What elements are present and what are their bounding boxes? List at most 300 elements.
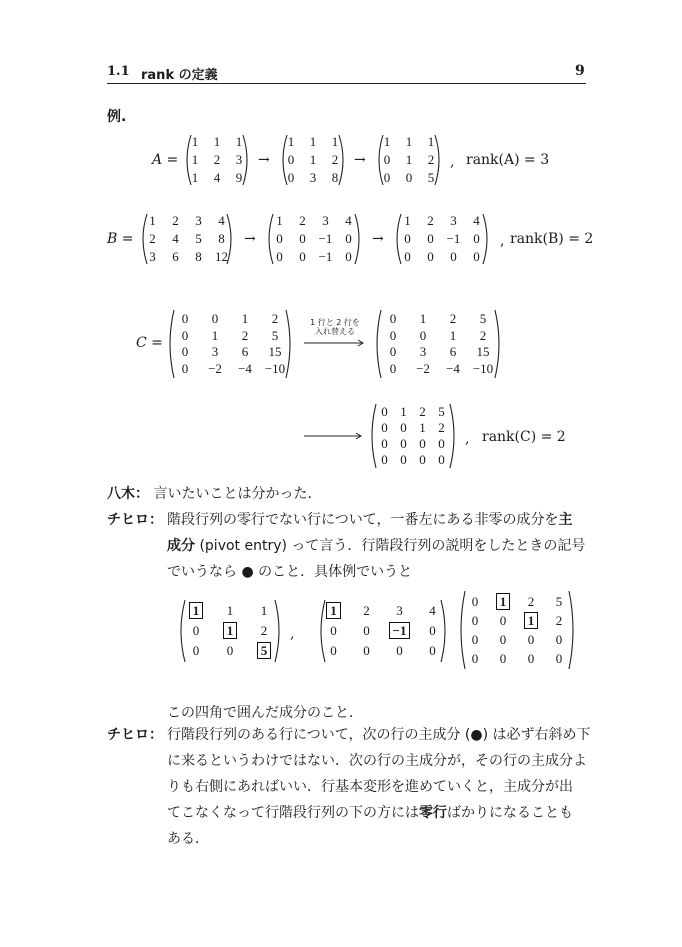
matrix-cell [355, 643, 379, 659]
cell-value: 0 [471, 593, 479, 609]
matrix-cell [441, 361, 465, 377]
cell-value: 0 [438, 452, 445, 467]
speaker-yagi: 八木： [107, 486, 149, 502]
cell-value: 0 [555, 631, 563, 647]
matrix-cell [323, 134, 347, 150]
cell-value: 0 [404, 249, 411, 264]
matrix-cell [375, 134, 399, 150]
cell-value: 1 [419, 420, 426, 435]
cell-value: 3 [450, 213, 457, 228]
text-line: 行階段行列のある行について，次の行の主成分 (●) は必ず右斜め下 [167, 727, 591, 743]
cell-value: 0 [427, 231, 434, 246]
cell-value: 2 [438, 420, 445, 435]
matrix-cell [187, 231, 211, 247]
matrix-cell [337, 249, 361, 265]
cell-value: 0 [389, 360, 397, 376]
matrix-cell [337, 231, 361, 247]
matrix-cell [263, 311, 287, 327]
matrix-B1 [138, 213, 236, 265]
matrix-cell [205, 152, 229, 168]
pivot-entry: 1 [326, 602, 341, 619]
matrix-cell [419, 249, 443, 265]
matrix-cell [430, 436, 454, 452]
matrix-cell [322, 603, 346, 619]
swap-arrow [304, 318, 366, 347]
cell-value: 1 [213, 134, 221, 149]
matrix-cell [314, 231, 338, 247]
cell-value: 2 [363, 603, 370, 618]
cell-value: 0 [419, 327, 427, 343]
matrix-cell [203, 328, 227, 344]
cell-value: 0 [499, 650, 507, 666]
matrix-cell [519, 613, 543, 629]
eqB-rank: rank(B) = 2 [510, 231, 594, 247]
long-arrow-icon [304, 432, 364, 440]
dialogue-chihiro-2 [167, 722, 591, 852]
cell-value: 0 [287, 170, 295, 185]
text-line: でいうなら ● のこと．具体例でいうと [167, 564, 413, 580]
speaker-chihiro: チヒロ： [107, 512, 163, 528]
cell-value: 1 [383, 134, 391, 149]
cell-value: 3 [149, 249, 156, 264]
pivot-entry: 1 [524, 612, 539, 629]
header-rule [107, 83, 586, 84]
cell-value: 1 [331, 134, 339, 149]
matrix-cell [301, 170, 325, 186]
cell-value: 1 [191, 170, 199, 185]
cell-value: −10 [472, 360, 494, 376]
matrix-cell [268, 249, 292, 265]
matrix-cell [183, 152, 207, 168]
cell-value: 1 [260, 603, 268, 618]
matrix-cell [421, 623, 445, 639]
cell-value: 0 [181, 311, 189, 327]
cell-value: 1 [226, 603, 234, 618]
matrix-cell [184, 623, 208, 639]
cell-value: 4 [218, 213, 225, 228]
cell-value: 0 [419, 436, 426, 451]
cell-value: 8 [331, 170, 339, 185]
cell-value: 0 [400, 452, 407, 467]
cell-value: 1 [419, 311, 427, 327]
cell-value: 0 [383, 170, 391, 185]
matrix-cell [547, 613, 571, 629]
matrix-cell [233, 311, 257, 327]
matrix-cell [268, 231, 292, 247]
matrix-cell [218, 623, 242, 639]
cell-value: 0 [471, 612, 479, 628]
matrix-cell [263, 344, 287, 360]
eqC-sep: , [465, 431, 470, 447]
cell-value: 0 [330, 623, 337, 638]
cell-value: 2 [427, 213, 434, 228]
matrix-cell [471, 328, 495, 344]
term-zero-row: 零行 [419, 805, 447, 821]
matrix-cell [491, 632, 515, 648]
matrix-cell [173, 361, 197, 377]
cell-value: 0 [181, 344, 189, 360]
matrix-cell [397, 134, 421, 150]
cell-value: 0 [299, 249, 306, 264]
cell-value: 1 [235, 134, 243, 149]
matrix-cell [397, 152, 421, 168]
matrix-cell [441, 311, 465, 327]
matrix-cell [268, 213, 292, 229]
matrix-cell [463, 632, 487, 648]
pivot-entry: 1 [189, 602, 204, 619]
cell-value: 0 [181, 327, 189, 343]
swap-label-1: 1 行と 2 行を [310, 318, 360, 327]
cell-value: 1 [211, 327, 219, 343]
cell-value: 0 [499, 612, 507, 628]
cell-value: 1 [427, 134, 435, 149]
arrow-B2: → [372, 231, 384, 247]
cell-value: 5 [479, 311, 487, 327]
matrix-cell [252, 623, 276, 639]
text-line: てこなくなって行階段行列の下の方には [167, 805, 419, 821]
matrix-cell [388, 603, 412, 619]
cell-value: 0 [211, 311, 219, 327]
matrix-cell [430, 404, 454, 420]
cell-value: 0 [429, 623, 436, 638]
cell-value: 2 [299, 213, 306, 228]
matrix-cell [396, 249, 420, 265]
matrix-cell [314, 249, 338, 265]
cell-value: 2 [213, 152, 221, 167]
cell-value: 1 [309, 134, 317, 149]
matrix-cell [381, 311, 405, 327]
cell-value: 0 [473, 231, 480, 246]
cell-value: 0 [473, 249, 480, 264]
matrix-cell [463, 613, 487, 629]
cell-value: −2 [208, 360, 222, 376]
matrix-cell [291, 213, 315, 229]
matrix-cell [210, 249, 234, 265]
matrix-cell [203, 311, 227, 327]
matrix-cell [396, 213, 420, 229]
cell-value: 1 [191, 152, 199, 167]
matrix-cell [465, 249, 489, 265]
matrix-cell [263, 361, 287, 377]
cell-value: −4 [238, 360, 252, 376]
matrix-cell [218, 603, 242, 619]
matrix-cell [375, 152, 399, 168]
cell-value: 12 [215, 249, 228, 264]
matrix-cell [355, 603, 379, 619]
cell-value: 2 [241, 327, 249, 343]
matrix-cell [491, 613, 515, 629]
cell-value: 4 [345, 213, 352, 228]
matrix-cell [430, 420, 454, 436]
matrix-cell [233, 361, 257, 377]
dialogue-text: 言いたいことは分かった. [153, 486, 312, 502]
cell-value: 4 [473, 213, 480, 228]
cell-value: 1 [191, 134, 199, 149]
cell-value: 0 [192, 643, 200, 658]
matrix-cell [337, 213, 361, 229]
cell-value: 0 [389, 344, 397, 360]
matrix-A2 [278, 134, 348, 186]
matrix-cell [519, 651, 543, 667]
matrix-B3 [392, 213, 492, 265]
cell-value: 3 [419, 344, 427, 360]
matrix-cell [141, 249, 165, 265]
cell-value: 3 [211, 344, 219, 360]
cell-value: 0 [555, 650, 563, 666]
cell-value: 0 [226, 643, 234, 658]
cell-value: 6 [449, 344, 457, 360]
pivot-entry: −1 [389, 622, 411, 639]
matrix-cell [279, 170, 303, 186]
cell-value: 0 [299, 231, 306, 246]
cell-value: 0 [389, 311, 397, 327]
matrix-cell [279, 134, 303, 150]
cell-value: 5 [438, 404, 445, 419]
cell-value: 0 [345, 249, 352, 264]
matrix-A1 [182, 134, 252, 186]
matrix-cell [323, 170, 347, 186]
text-line: ばかりになることも [447, 805, 573, 821]
pivot-entry: 1 [496, 593, 511, 610]
section-number: 1.1 [107, 64, 130, 79]
arrow-A2: → [354, 152, 366, 168]
matrix-cell [547, 632, 571, 648]
cell-value: 4 [429, 603, 436, 618]
matrix-cell [141, 213, 165, 229]
matrix-cell [381, 361, 405, 377]
cell-value: 0 [276, 249, 283, 264]
matrix-cell [411, 328, 435, 344]
matrix-cell [227, 152, 251, 168]
cell-value: 2 [449, 311, 457, 327]
text-line: ある． [167, 831, 209, 847]
cell-value: 2 [479, 327, 487, 343]
matrix-cell [323, 152, 347, 168]
cell-value: 5 [195, 231, 202, 246]
cell-value: 2 [260, 623, 268, 638]
arrow-B1: → [244, 231, 256, 247]
matrix-cell [205, 134, 229, 150]
matrix-cell [173, 328, 197, 344]
dialogue-chihiro-1 [167, 507, 587, 585]
cell-value: 1 [149, 213, 156, 228]
matrix-cell [411, 344, 435, 360]
matrix-cell [491, 594, 515, 610]
matrix-cell [463, 651, 487, 667]
matrix-cell [547, 594, 571, 610]
cell-value: 1 [405, 134, 413, 149]
matrix-cell [187, 249, 211, 265]
matrix-cell [441, 328, 465, 344]
matrix-cell [263, 328, 287, 344]
pivot-sep: , [290, 626, 295, 642]
matrix-cell [421, 643, 445, 659]
matrix-cell [381, 344, 405, 360]
matrix-cell [218, 643, 242, 659]
pivot-matrix-1 [176, 599, 284, 663]
cell-value: 4 [213, 170, 221, 185]
cell-value: 0 [181, 360, 189, 376]
matrix-cell [397, 170, 421, 186]
cell-value: 0 [400, 436, 407, 451]
matrix-cell [465, 231, 489, 247]
cell-value: 1 [400, 404, 407, 419]
matrix-cell [419, 152, 443, 168]
cell-value: 3 [235, 152, 243, 167]
cell-value: 2 [419, 404, 426, 419]
pivot-matrix-2 [316, 599, 450, 663]
cell-value: 3 [322, 213, 329, 228]
matrix-cell [396, 231, 420, 247]
cell-value: 0 [450, 249, 457, 264]
cell-value: 3 [396, 603, 403, 618]
cell-value: 8 [195, 249, 202, 264]
text-line: りも右側にあればいい．行基本変形を進めていくと，主成分が出 [167, 779, 573, 795]
eqC-rank: rank(C) = 2 [482, 429, 566, 445]
cell-value: 0 [330, 643, 337, 658]
matrix-cell [301, 134, 325, 150]
cell-value: 9 [235, 170, 243, 185]
eqA-rank: rank(A) = 3 [466, 152, 550, 168]
matrix-cell [205, 170, 229, 186]
matrix-cell [173, 344, 197, 360]
cell-value: 2 [149, 231, 156, 246]
eqA-sep: , [450, 154, 455, 170]
cell-value: 8 [218, 231, 225, 246]
cell-value: 2 [172, 213, 179, 228]
matrix-cell [375, 170, 399, 186]
cell-value: 0 [404, 231, 411, 246]
matrix-cell [381, 328, 405, 344]
matrix-cell [184, 603, 208, 619]
term-pivot-2: 成分 [167, 538, 195, 554]
matrix-cell [547, 651, 571, 667]
cell-value: 2 [271, 311, 279, 327]
matrix-B2 [264, 213, 364, 265]
matrix-cell [419, 170, 443, 186]
text-line: に来るというわけではない．次の行の主成分が，その行の主成分よ [167, 753, 587, 769]
arrow-A1: → [258, 152, 270, 168]
matrix-cell [519, 632, 543, 648]
pivot-entry: 1 [223, 622, 238, 639]
matrix-cell [355, 623, 379, 639]
cell-value: 2 [527, 593, 535, 609]
cell-value: 0 [471, 650, 479, 666]
cell-value: 1 [404, 213, 411, 228]
matrix-cell [322, 623, 346, 639]
pivot-matrix-3 [456, 590, 578, 670]
matrix-cell [210, 231, 234, 247]
matrix-cell [491, 651, 515, 667]
cell-value: −4 [446, 360, 460, 376]
cell-value: 0 [419, 452, 426, 467]
matrix-cell [388, 643, 412, 659]
matrix-C3 [367, 403, 459, 469]
cell-value: 0 [192, 623, 200, 638]
cell-value: 5 [427, 170, 435, 185]
cell-value: 0 [383, 152, 391, 167]
matrix-cell [203, 361, 227, 377]
matrix-cell [252, 603, 276, 619]
cell-value: −1 [446, 231, 461, 246]
cell-value: 0 [438, 436, 445, 451]
example-label: 例. [107, 109, 127, 125]
cell-value: 2 [427, 152, 435, 167]
cell-value: 15 [268, 344, 282, 360]
cell-value: 0 [429, 643, 436, 658]
page-number: 9 [575, 63, 585, 79]
cell-value: −1 [318, 231, 333, 246]
matrix-cell [164, 213, 188, 229]
eqC-lhs: C = [136, 335, 163, 351]
text-line: 階段行列の零行でない行について，一番左にある非零の成分を [167, 512, 559, 528]
matrix-cell [141, 231, 165, 247]
cell-value: −1 [318, 249, 333, 264]
matrix-cell [430, 452, 454, 468]
matrix-cell [173, 311, 197, 327]
cell-value: 0 [405, 170, 413, 185]
text-line: (pivot entry) って言う．行階段行列の説明をしたときの記号 [195, 538, 586, 554]
long-arrow-icon [304, 339, 366, 347]
matrix-A3 [374, 134, 444, 186]
cell-value: 0 [381, 436, 388, 451]
matrix-cell [233, 328, 257, 344]
cell-value: 0 [363, 643, 370, 658]
cell-value: 0 [381, 404, 388, 419]
cell-value: −10 [264, 360, 286, 376]
cell-value: 0 [276, 231, 283, 246]
term-pivot-1: 主 [558, 512, 573, 528]
cell-value: 0 [400, 420, 407, 435]
cell-value: 0 [345, 231, 352, 246]
swap-label-2: 入れ替える [315, 327, 355, 336]
cell-value: 2 [555, 612, 563, 628]
cell-value: 0 [396, 643, 403, 658]
matrix-cell [442, 249, 466, 265]
cell-value: 3 [195, 213, 202, 228]
matrix-cell [519, 594, 543, 610]
eqB-sep: , [500, 233, 505, 249]
dialogue-yagi [107, 481, 312, 507]
cell-value: 0 [363, 623, 370, 638]
matrix-cell [279, 152, 303, 168]
cell-value: 0 [527, 650, 535, 666]
matrix-C1 [165, 309, 295, 379]
cell-value: 1 [405, 152, 413, 167]
matrix-cell [210, 213, 234, 229]
matrix-cell [227, 134, 251, 150]
matrix-cell [471, 311, 495, 327]
cell-value: 0 [427, 249, 434, 264]
matrix-cell [164, 231, 188, 247]
cell-value: 2 [331, 152, 339, 167]
matrix-cell [187, 213, 211, 229]
cell-value: 0 [287, 152, 295, 167]
cell-value: 0 [389, 327, 397, 343]
eqA-lhs: A = [152, 152, 179, 168]
cell-value: 0 [499, 631, 507, 647]
matrix-cell [227, 170, 251, 186]
cell-value: 0 [381, 452, 388, 467]
matrix-cell [291, 249, 315, 265]
matrix-cell [233, 344, 257, 360]
cell-value: 3 [309, 170, 317, 185]
cell-value: 4 [172, 231, 179, 246]
matrix-cell [441, 344, 465, 360]
cell-value: 15 [476, 344, 490, 360]
cell-value: 1 [241, 311, 249, 327]
cell-value: 6 [172, 249, 179, 264]
